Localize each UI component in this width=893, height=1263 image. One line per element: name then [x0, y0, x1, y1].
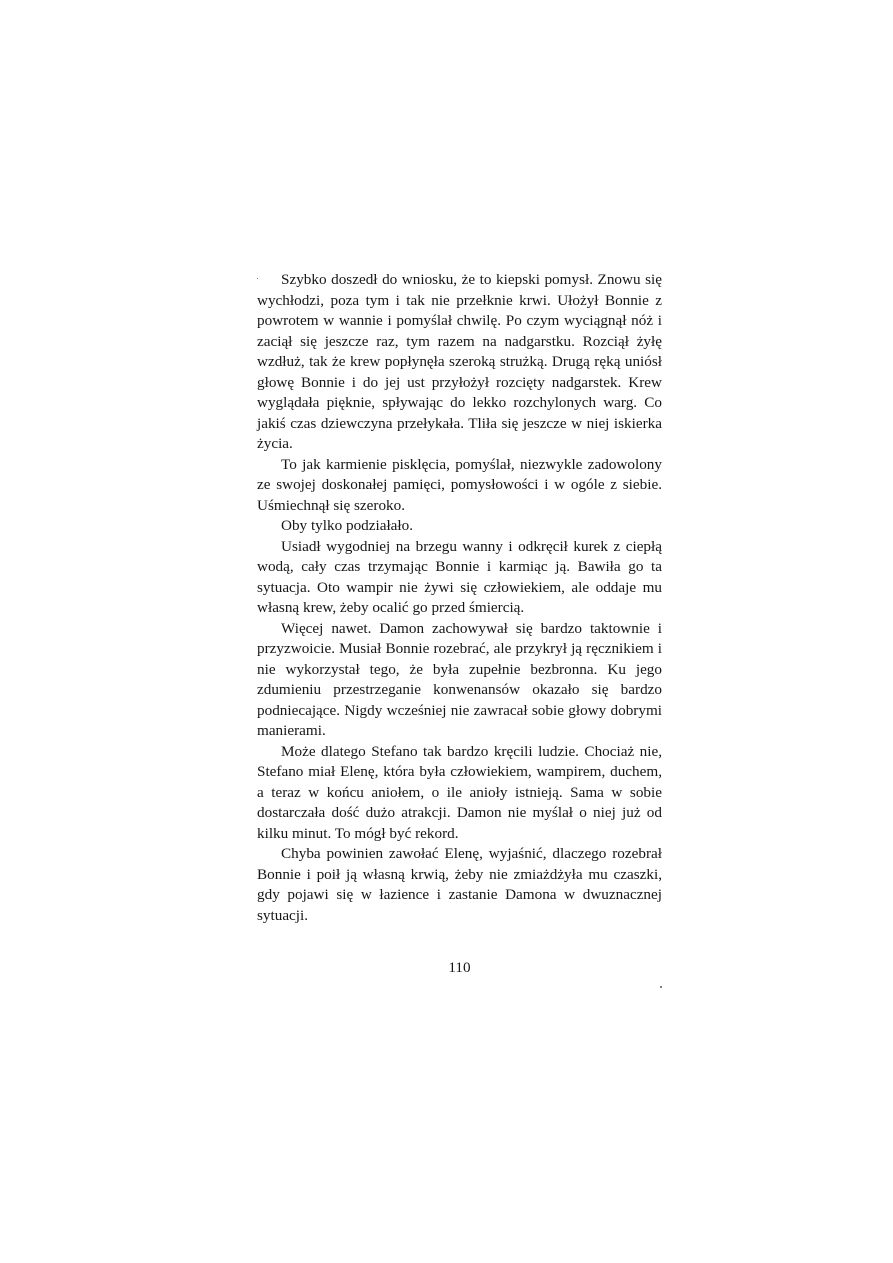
page-number: 110	[448, 959, 471, 976]
paragraph: Szybko doszedł do wniosku, że to kiepski pomysł. Znowu się wychłodzi, poza tym i tak nie przełknie krwi. Ułożył Bonnie z powrotem w wannie i pomyślał chwilę. Po czym wyciągnął nóż i zaciął się jeszcze raz, tym razem na nadgarstku. Rozciął żyłę wzdłuż, tak że krew popłynęła szeroką strużką. Drugą ręką uniósł głowę Bonnie i do jej ust przyłożył rozcięty nadgarstek. Krew wyglądała pięknie, spływając do lekko rozchylonych warg. Co jakiś czas dziewczyna przełykała. Tliła się jeszcze w niej iskierka życia.	[257, 271, 662, 452]
paragraph: Chyba powinien zawołać Elenę, wyjaśnić, dlaczego rozebrał Bonnie i poił ją własną krwią, żeby nie zmiażdżyła mu czaszki, gdy pojawi się w łazience i zastanie Damona w dwuznacznej sytuacji.	[257, 845, 662, 924]
paragraph: Oby tylko podziałało.	[281, 517, 414, 534]
paragraph: To jak karmienie pisklęcia, pomyślał, niezwykle zadowolony ze swojej doskonałej pamięci, pomysłowości i w ogóle z siebie. Uśmiechnął się szeroko.	[257, 455, 662, 514]
book-page-text	[257, 270, 662, 926]
paragraph: Może dlatego Stefano tak bardzo kręcili ludzie. Chociaż nie, Stefano miał Elenę, która była człowiekiem, wampirem, duchem, a teraz w końcu aniołem, o ile anioły istnieją. Sama w sobie dostarczała dość dużo atrakcji. Damon nie myślał o niej już od kilku minut. To mógł być rekord.	[257, 742, 662, 842]
scan-speck	[257, 278, 258, 279]
scan-speck	[660, 986, 662, 988]
paragraph: Usiadł wygodniej na brzegu wanny i odkręcił kurek z ciepłą wodą, cały czas trzymając Bonnie i karmiąc ją. Bawiła go ta sytuacja. Oto wampir nie żywi się człowiekiem, ale oddaje mu własną krew, żeby ocalić go przed śmiercią.	[257, 537, 662, 616]
paragraph: Więcej nawet. Damon zachowywał się bardzo taktownie i przyzwoicie. Musiał Bonnie rozebrać, ale przykrył ją ręcznikiem i nie wykorzystał tego, że była zupełnie bezbronna. Ku jego zdumieniu przestrzeganie konwenansów okazało się bardzo podniecające. Nigdy wcześniej nie zawracał sobie głowy dobrymi manierami.	[257, 619, 662, 739]
